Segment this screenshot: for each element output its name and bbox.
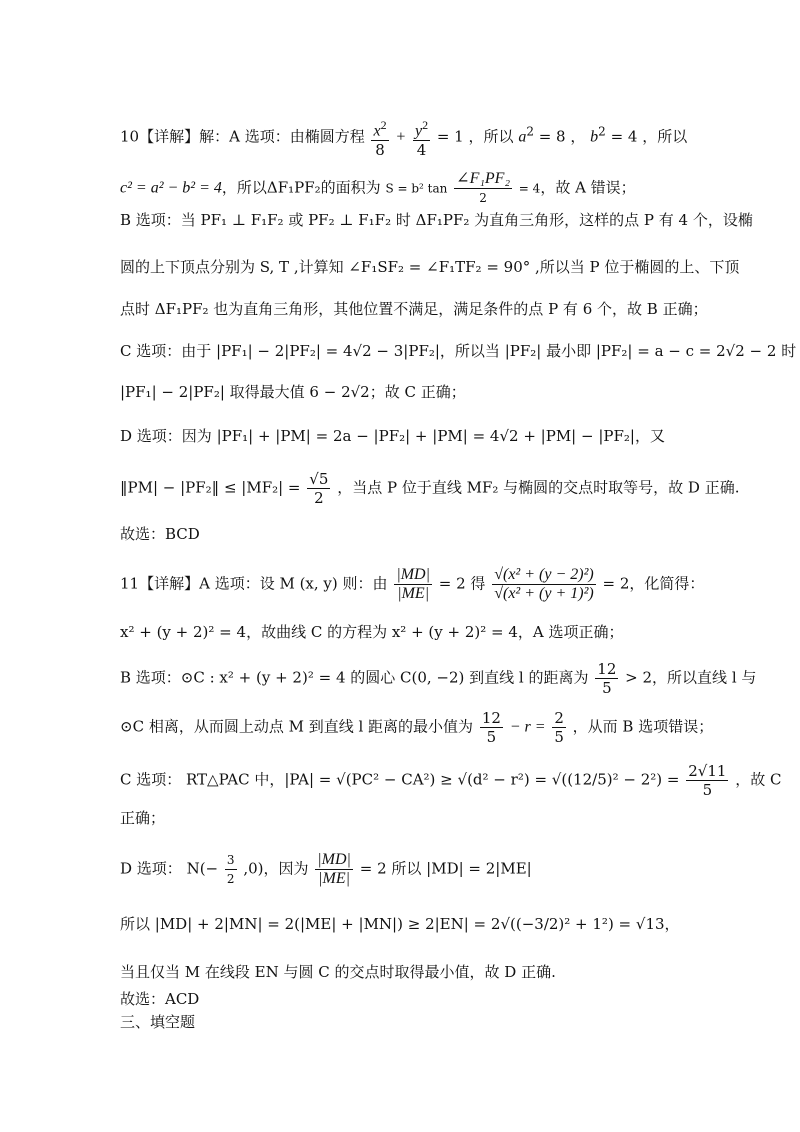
fraction-y2-over-4: $\frac{y^2}{4}$: [414, 118, 429, 160]
fraction-2sqrt11-over-5: $\frac{2√11}{5}$: [688, 762, 727, 799]
p11-l7-text-a: D 选项： N(−: [120, 859, 219, 878]
p11-l5-formula: C 选项： RT△PAC 中，|PA| = √(PC² − CA²) ≥ √(d² − r²) = √((12/5)² − 2²) =: [120, 770, 680, 789]
p11-line-5: [120, 762, 782, 799]
p10-l2-equals: = 4: [518, 181, 541, 196]
p10-line-1: 10【详解】解：A 选项：由椭圆方程 $\frac{x^2}{8}$ + $\frac{y^2}{4}$ = 1 ，所以 $a^2 = 8$ ， $b^2 = 4$ ，所以: [120, 118, 688, 160]
p11-line-3: [120, 660, 757, 697]
p10-answer: 故选：BCD: [120, 525, 200, 543]
p11-line-4: [120, 709, 714, 746]
p10-l9-conclusion: ，当点 P 位于直线 MF₂ 与椭圆的交点时取等号，故 D 正确.: [337, 478, 740, 497]
p10-l2-conclusion: ，故 A 错误；: [540, 178, 636, 197]
fraction-3-over-2: $\frac{3}{2}$: [226, 853, 235, 886]
p10-l2-area-formula: S = b² tan: [385, 181, 448, 196]
fraction-md-over-me-b: $\frac{|MD|}{|ME|}$: [317, 851, 351, 887]
p11-l1-text-c: = 2，化简得：: [602, 574, 705, 593]
p11-l3-text-a: B 选项：⊙C : x² + (y + 2)² = 4 的圆心 C(0, −2) 到直线 l 的距离为: [120, 668, 589, 687]
fraction-md-over-me: $\frac{|MD|}{|ME|}$: [396, 566, 430, 602]
p10-line-7: |PF₁| − 2|PF₂| 取得最大值 6 − 2√2；故 C 正确；: [120, 383, 466, 401]
p10-line-2: [120, 170, 700, 207]
p11-l4-minus-r: − r =: [509, 718, 546, 736]
fraction-12-over-5: $\frac{12}{5}$: [597, 660, 617, 697]
p10-line-9: [120, 470, 740, 507]
p11-l1-text-a: 11【详解】A 选项：设 M (x, y) 则：由: [120, 574, 388, 593]
p11-line-2: x² + (y + 2)² = 4，故曲线 C 的方程为 x² + (y + 2)² = 4，A 选项正确；: [120, 623, 624, 641]
fraction-distance-ratio: $\frac{\text{√(x² + (y − 2)²)}}{\text{√(x² + (y + 1)²)}}$: [494, 566, 594, 602]
p10-line-8: D 选项：因为 |PF₁| + |PM| = 2a − |PF₂| + |PM| = 4√2 + |PM| − |PF₂|，又: [120, 427, 665, 445]
p10-line-5: 点时 ΔF₁PF₂ 也为直角三角形，其他位置不满足，满足条件的点 P 有 6 个，故 B 正确；: [120, 300, 708, 318]
fraction-2-over-5: $\frac{2}{5}$: [554, 709, 564, 746]
p11-line-1: [120, 566, 705, 603]
p11-l5-text: ，故 C: [735, 770, 782, 789]
fraction-angle-over-2: $\frac{\text{∠F₁PF₂}}{2}$: [456, 170, 511, 205]
p10-line-6: C 选项：由于 |PF₁| − 2|PF₂| = 4√2 − 3|PF₂|，所以当 |PF₂| 最小即 |PF₂| = a − c = 2√2 − 2 时: [120, 342, 797, 360]
p10-l1-text-b: ，所以: [468, 127, 514, 146]
p10-l2-formula: c² = a² − b² = 4: [120, 179, 222, 197]
fraction-12-over-5-b: $\frac{12}{5}$: [481, 709, 501, 746]
p10-line-3: B 选项：当 PF₁ ⊥ F₁F₂ 或 PF₂ ⊥ F₁F₂ 时 ΔF₁PF₂ 为直角三角形，这样的点 P 有 4 个，设椭: [120, 211, 753, 229]
p11-l1-text-b: = 2 得: [438, 574, 486, 593]
p11-l7-text-c: = 2 所以 |MD| = 2|ME|: [359, 859, 532, 878]
p11-l7-text-b: ,0)，因为: [243, 859, 309, 878]
p10-l9-inequality: ‖PM| − |PF₂‖ ≤ |MF₂| =: [120, 478, 301, 497]
p10-l1-text-c: ，: [570, 127, 586, 146]
section-heading: 三、填空题: [120, 1013, 196, 1031]
p11-l4-text-c: ，从而 B 选项错误；: [572, 717, 714, 736]
p11-line-6: 正确；: [120, 809, 166, 827]
fraction-sqrt5-over-2: $\frac{√5}{2}$: [309, 470, 329, 507]
p11-answer: 故选：ACD: [120, 990, 200, 1008]
p10-l1-text-a: 10【详解】解：A 选项：由椭圆方程: [120, 127, 365, 146]
p10-l1-text-d: ，所以: [642, 127, 688, 146]
p11-l4-text-a: ⊙C 相离，从而圆上动点 M 到直线 l 距离的最小值为: [120, 717, 474, 736]
p11-line-7: [120, 851, 700, 888]
p11-line-8: 所以 |MD| + 2|MN| = 2(|ME| + |MN|) ≥ 2|EN| = 2√((−3/2)² + 1²) = √13，: [120, 915, 680, 933]
fraction-x2-over-8: $\frac{x^2}{8}$: [373, 118, 387, 160]
p11-l3-text-b: > 2，所以直线 l 与: [625, 668, 757, 687]
p11-line-9: 当且仅当 M 在线段 EN 与圆 C 的交点时取得最小值，故 D 正确.: [120, 963, 556, 981]
p10-l2-text: ，所以ΔF₁PF₂的面积为: [221, 178, 381, 197]
p10-line-4: 圆的上下顶点分别为 S, T ,计算知 ∠F₁SF₂ = ∠F₁TF₂ = 90° ,所以当 P 位于椭圆的上、下顶: [120, 258, 740, 276]
